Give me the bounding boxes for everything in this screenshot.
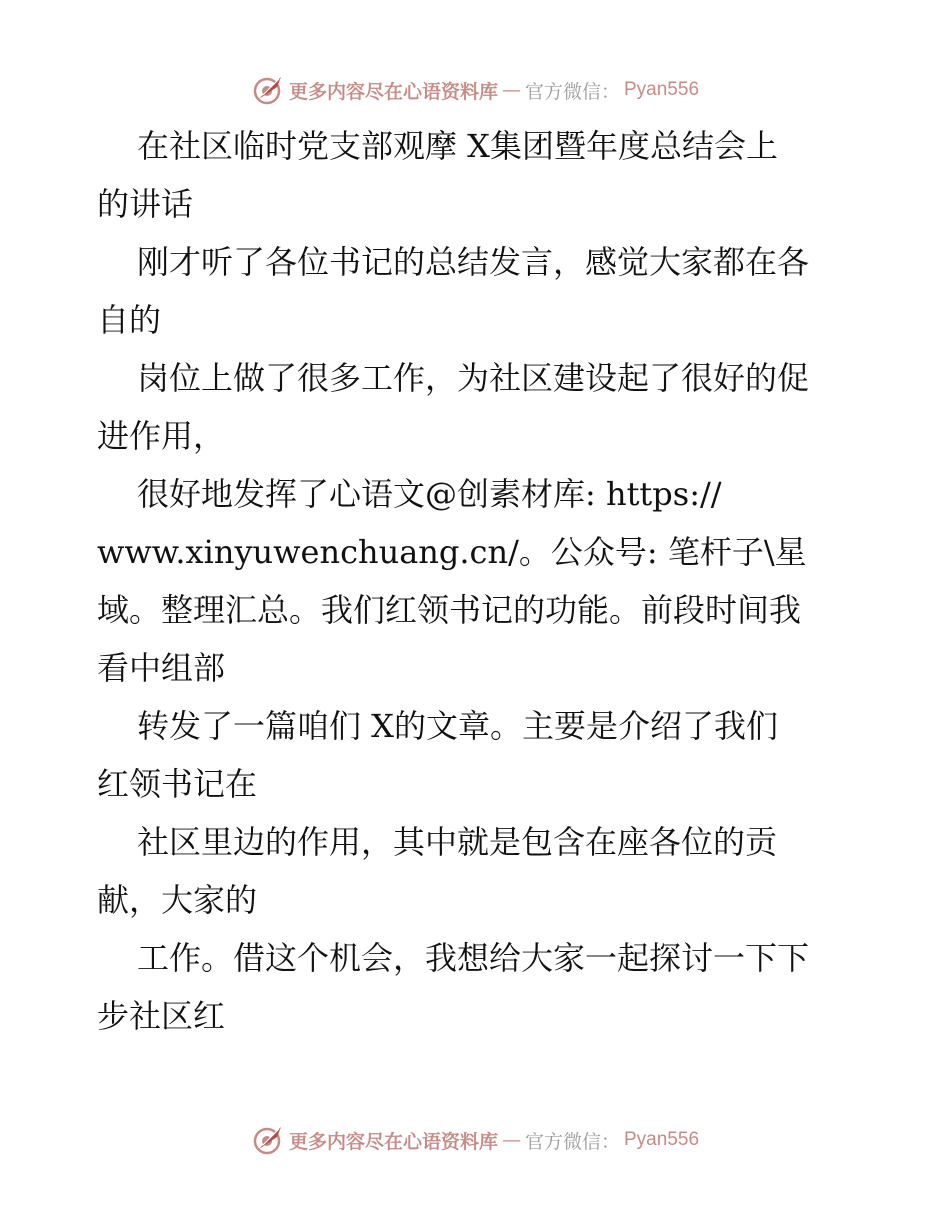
document-line: 步社区红 xyxy=(97,997,226,1035)
document-line: 社区里边的作用，其中就是包含在座各位的贡 xyxy=(137,823,778,861)
header-banner xyxy=(0,70,950,110)
document-line: 在社区临时党支部观摩 X集团暨年度总结会上 xyxy=(137,127,778,165)
header-wechat-label: 官方微信： xyxy=(524,80,620,103)
footer-banner-text: 更多内容尽在心语资料库 xyxy=(288,1130,498,1153)
header-banner-separator: — xyxy=(501,79,521,101)
document-line: 的讲话 xyxy=(97,185,194,223)
document-line: www.xinyuwenchuang.cn/。公众号: 笔杆子\星 xyxy=(97,533,807,571)
document-line: 刚才听了各位书记的总结发言，感觉大家都在各 xyxy=(137,243,810,281)
document-line: 自的 xyxy=(97,301,162,339)
header-banner-content xyxy=(251,73,699,107)
footer-banner-separator: — xyxy=(501,1129,521,1151)
footer-wechat-label: 官方微信： xyxy=(524,1130,620,1153)
document-line: 岗位上做了很多工作，为社区建设起了很好的促 xyxy=(137,359,810,397)
quill-pen-logo-icon xyxy=(251,1123,285,1157)
footer-banner-content xyxy=(251,1123,699,1157)
document-line: 看中组部 xyxy=(97,649,226,687)
document-line: 进作用， xyxy=(97,417,226,455)
footer-banner xyxy=(0,1120,950,1160)
document-body xyxy=(97,117,857,1045)
document-line: 工作。借这个机会，我想给大家一起探讨一下下 xyxy=(137,939,810,977)
header-banner-text: 更多内容尽在心语资料库 xyxy=(288,80,498,103)
document-line: 转发了一篇咱们 X的文章。主要是介绍了我们 xyxy=(137,707,778,745)
header-wechat-id: Pyan556 xyxy=(624,79,700,100)
document-line: 红领书记在 xyxy=(97,765,258,803)
quill-pen-logo-icon xyxy=(251,73,285,107)
document-line: 域。整理汇总。我们红领书记的功能。前段时间我 xyxy=(97,591,802,629)
document-line: 献，大家的 xyxy=(97,881,258,919)
footer-wechat-id: Pyan556 xyxy=(624,1129,700,1150)
document-line: 很好地发挥了心语文@创素材库: https:// xyxy=(137,475,722,513)
